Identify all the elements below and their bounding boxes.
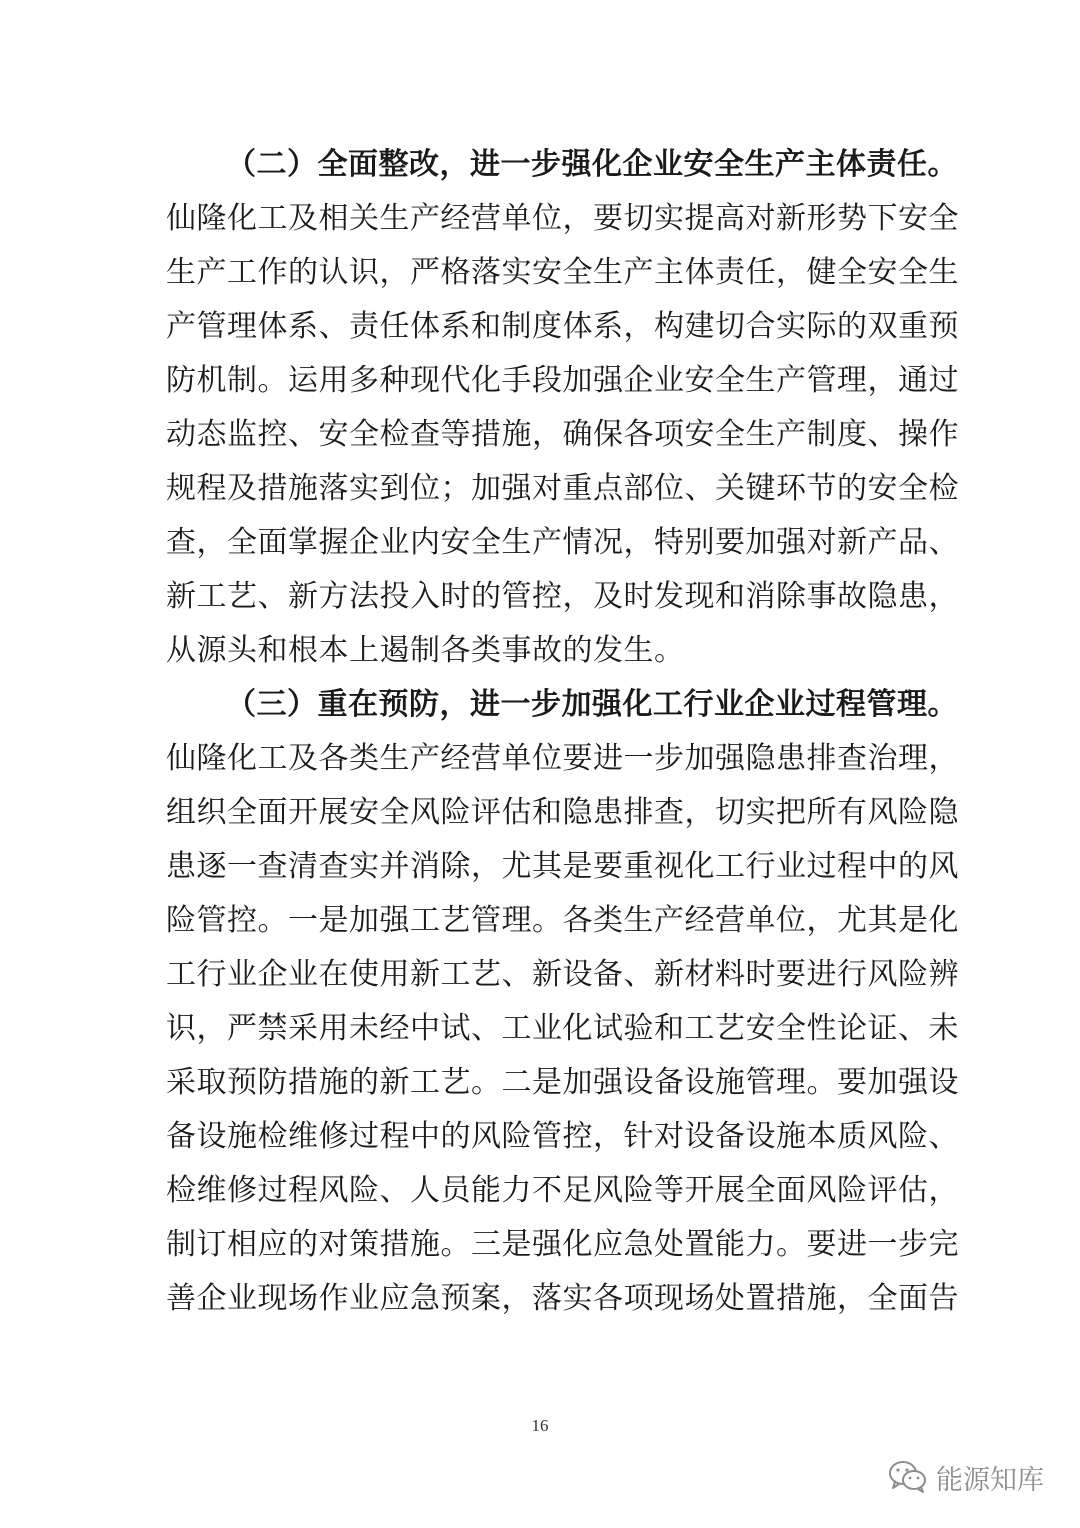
text-line: 新工艺、新方法投入时的管控，及时发现和消除事故隐患，: [166, 579, 959, 614]
text-line: 防机制。运用多种现代化手段加强企业安全生产管理，通过: [166, 363, 959, 398]
section-heading-2: （二）全面整改，进一步强化企业安全生产主体责任。: [226, 147, 958, 182]
text-line: 生产工作的认识，严格落实安全生产主体责任，健全安全生: [166, 255, 959, 290]
text-line: 善企业现场作业应急预案，落实各项现场处置措施，全面告: [166, 1281, 959, 1316]
page-number: 16: [531, 1416, 549, 1435]
text-line: 仙隆化工及相关生产经营单位，要切实提高对新形势下安全: [166, 201, 959, 236]
text-line: 险管控。一是加强工艺管理。各类生产经营单位，尤其是化: [166, 903, 959, 938]
text-line: 检维修过程风险、人员能力不足风险等开展全面风险评估，: [166, 1173, 959, 1208]
text-line: 规程及措施落实到位；加强对重点部位、关键环节的安全检: [166, 471, 959, 506]
text-line: 从源头和根本上遏制各类事故的发生。: [166, 633, 685, 668]
wechat-icon: [888, 1459, 928, 1495]
text-line: 动态监控、安全检查等措施，确保各项安全生产制度、操作: [166, 417, 959, 452]
body-text: [166, 138, 959, 1326]
text-line: 备设施检维修过程中的风险管控，针对设备设施本质风险、: [166, 1119, 959, 1154]
text-line: 仙隆化工及各类生产经营单位要进一步加强隐患排查治理，: [166, 741, 959, 776]
text-line: 组织全面开展安全风险评估和隐患排查，切实把所有风险隐: [166, 795, 959, 830]
watermark: [888, 1455, 1044, 1499]
text-line: 识，严禁采用未经中试、工业化试验和工艺安全性论证、未: [166, 1011, 959, 1046]
text-line: 患逐一查清查实并消除，尤其是要重视化工行业过程中的风: [166, 849, 959, 884]
text-line: 工行业企业在使用新工艺、新设备、新材料时要进行风险辨: [166, 957, 959, 992]
text-line: 查，全面掌握企业内安全生产情况，特别要加强对新产品、: [166, 525, 959, 560]
text-line: 采取预防措施的新工艺。二是加强设备设施管理。要加强设: [166, 1065, 959, 1100]
text-line: 制订相应的对策措施。三是强化应急处置能力。要进一步完: [166, 1227, 959, 1262]
text-line: 产管理体系、责任体系和制度体系，构建切合实际的双重预: [166, 309, 959, 344]
section-heading-3: （三）重在预防，进一步加强化工行业企业过程管理。: [226, 687, 958, 722]
watermark-text: 能源知库: [936, 1464, 1044, 1496]
